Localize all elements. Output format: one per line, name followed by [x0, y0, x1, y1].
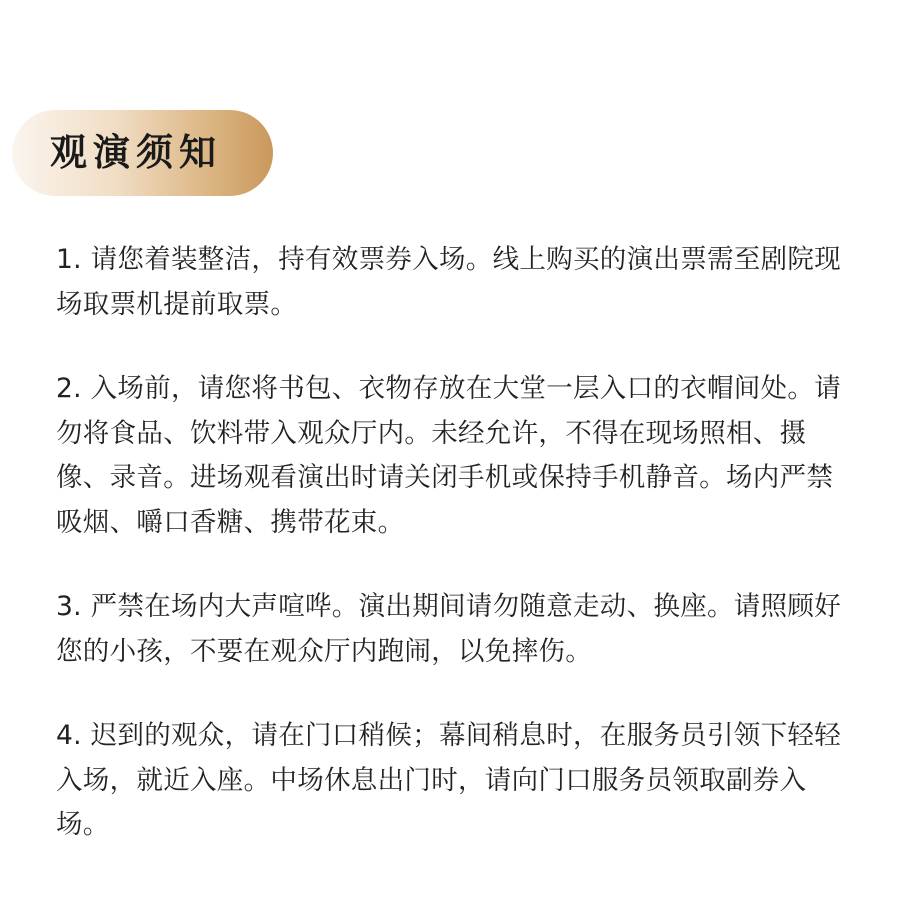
- note-item: 4. 迟到的观众，请在门口稍候；幕间稍息时，在服务员引领下轻轻入场，就近入座。中场休息出门时，请向门口服务员领取副券入场。: [56, 720, 842, 840]
- page-title: 观演须知: [50, 131, 222, 174]
- note-item: 2. 入场前，请您将书包、衣物存放在大堂一层入口的衣帽间处。请勿将食品、饮料带入观众厅内。未经允许，不得在现场照相、摄像、录音。进场观看演出时请关闭手机或保持手机静音。场内严禁吸烟、嚼口香糖、携带花束。: [56, 373, 842, 538]
- header-banner: [12, 110, 273, 196]
- notes-list: [56, 238, 856, 888]
- note-item: 3. 严禁在场内大声喧哗。演出期间请勿随意走动、换座。请照顾好您的小孩，不要在观众厅内跑闹，以免摔伤。: [56, 591, 842, 667]
- note-item: 1. 请您着装整洁，持有效票券入场。线上购买的演出票需至剧院现场取票机提前取票。: [56, 244, 842, 320]
